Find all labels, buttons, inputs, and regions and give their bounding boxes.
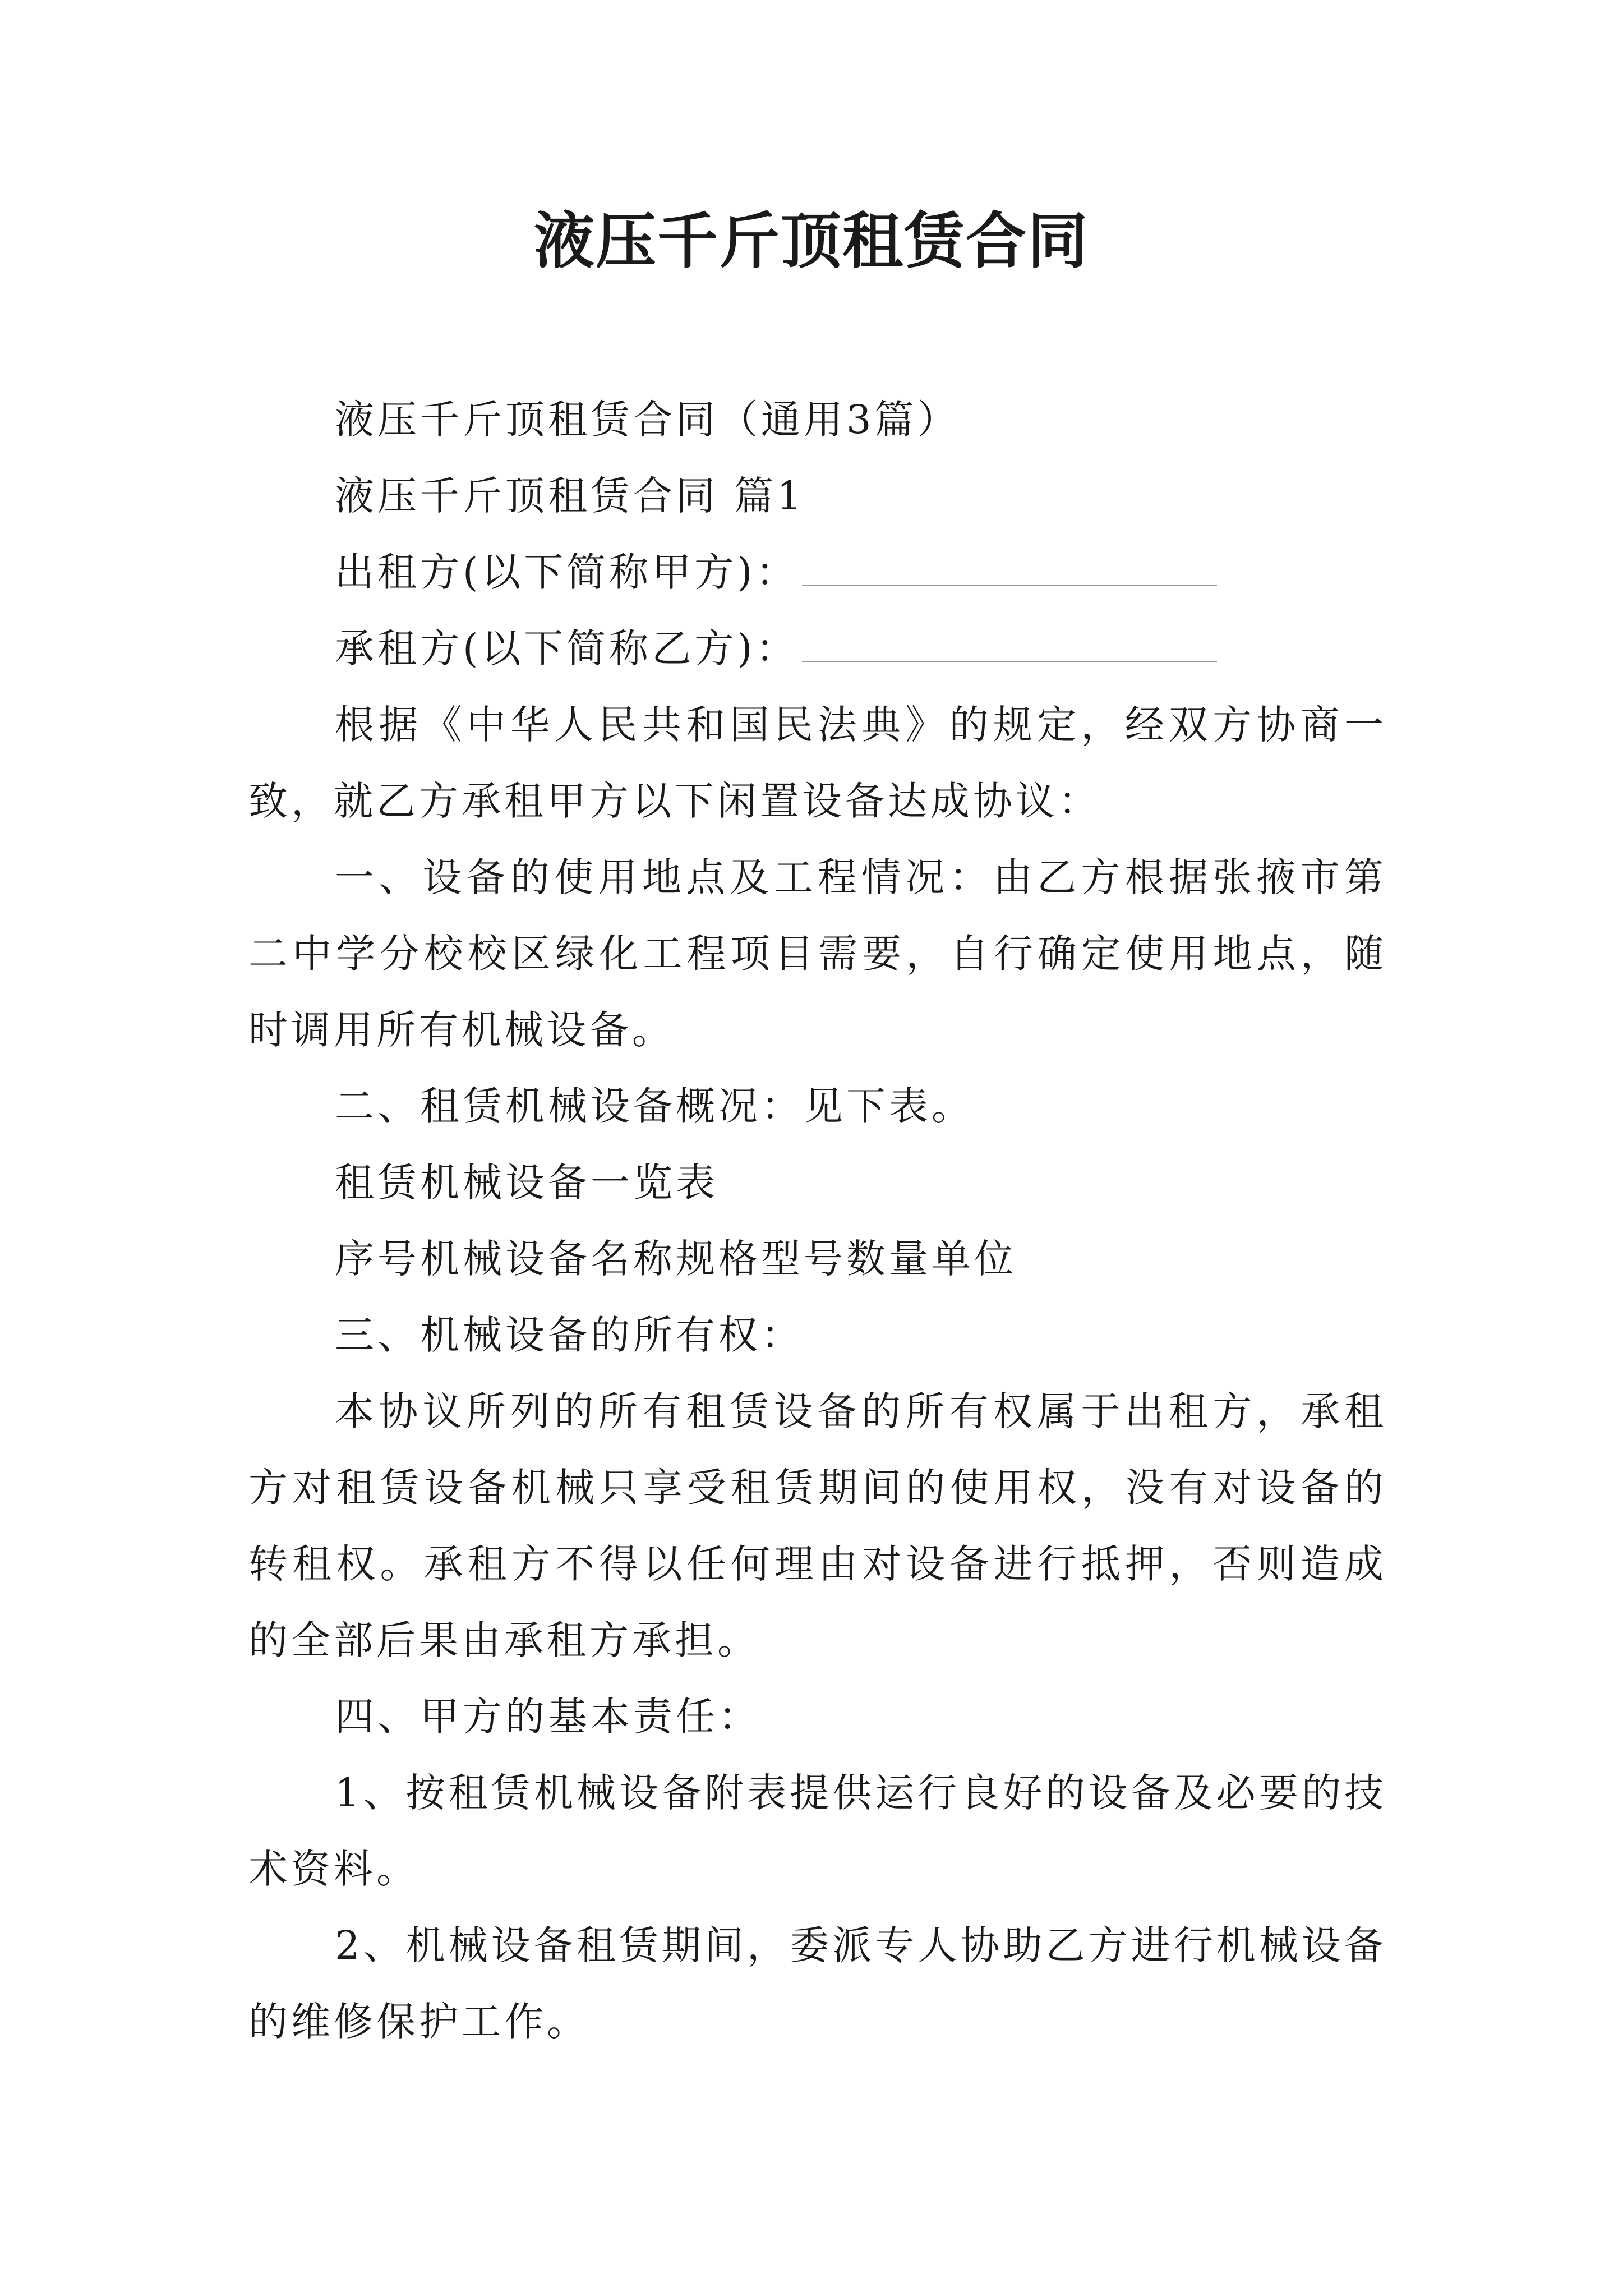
- paragraph-lessor-line: [248, 534, 1387, 610]
- paragraph-clause-4: 四、甲方的基本责任：: [335, 1694, 761, 1740]
- paragraph-subtitle: 液压千斤顶租赁合同（通用3篇）: [335, 397, 960, 443]
- document-body: [248, 381, 1387, 2060]
- paragraph-ownership: 本协议所列的所有租赁设备的所有权属于出租方，承租方对租赁设备机械只享受租赁期间的使用权，没有对设备的转租权。承租方不得以任何理由对设备进行抵押，否则造成的全部后果由承租方承担。: [248, 1388, 1387, 1663]
- paragraph-duty-2: 2、机械设备租赁期间，委派专人协助乙方进行机械设备的维修保护工作。: [248, 1922, 1387, 2045]
- paragraph-clause-1: 一、设备的使用地点及工程情况：由乙方根据张掖市第二中学分校校区绿化工程项目需要，自行确定使用地点，随时调用所有机械设备。: [248, 854, 1387, 1053]
- paragraph-table-title: 租赁机械设备一览表: [335, 1159, 718, 1205]
- paragraph-clause-3: 三、机械设备的所有权：: [335, 1312, 804, 1358]
- paragraph-lessee-line: [248, 610, 1387, 687]
- lessee-blank-field: [802, 627, 1217, 662]
- paragraph-preamble: 根据《中华人民共和国民法典》的规定，经双方协商一致，就乙方承租甲方以下闲置设备达成协议：: [248, 702, 1387, 824]
- paragraph-duty-1: 1、按租赁机械设备附表提供运行良好的设备及必要的技术资料。: [248, 1770, 1387, 1892]
- lessor-label: 出租方(以下简称甲方)：: [335, 549, 799, 595]
- document-title: 液压千斤顶租赁合同: [533, 206, 1089, 277]
- paragraph-table-header: 序号机械设备名称规格型号数量单位: [335, 1236, 1017, 1282]
- paragraph-clause-2: 二、租赁机械设备概况：见下表。: [335, 1083, 974, 1129]
- lessor-blank-field: [802, 551, 1217, 586]
- paragraph-section-heading: 液压千斤顶租赁合同 篇1: [335, 473, 805, 519]
- lessee-label: 承租方(以下简称乙方)：: [335, 625, 799, 671]
